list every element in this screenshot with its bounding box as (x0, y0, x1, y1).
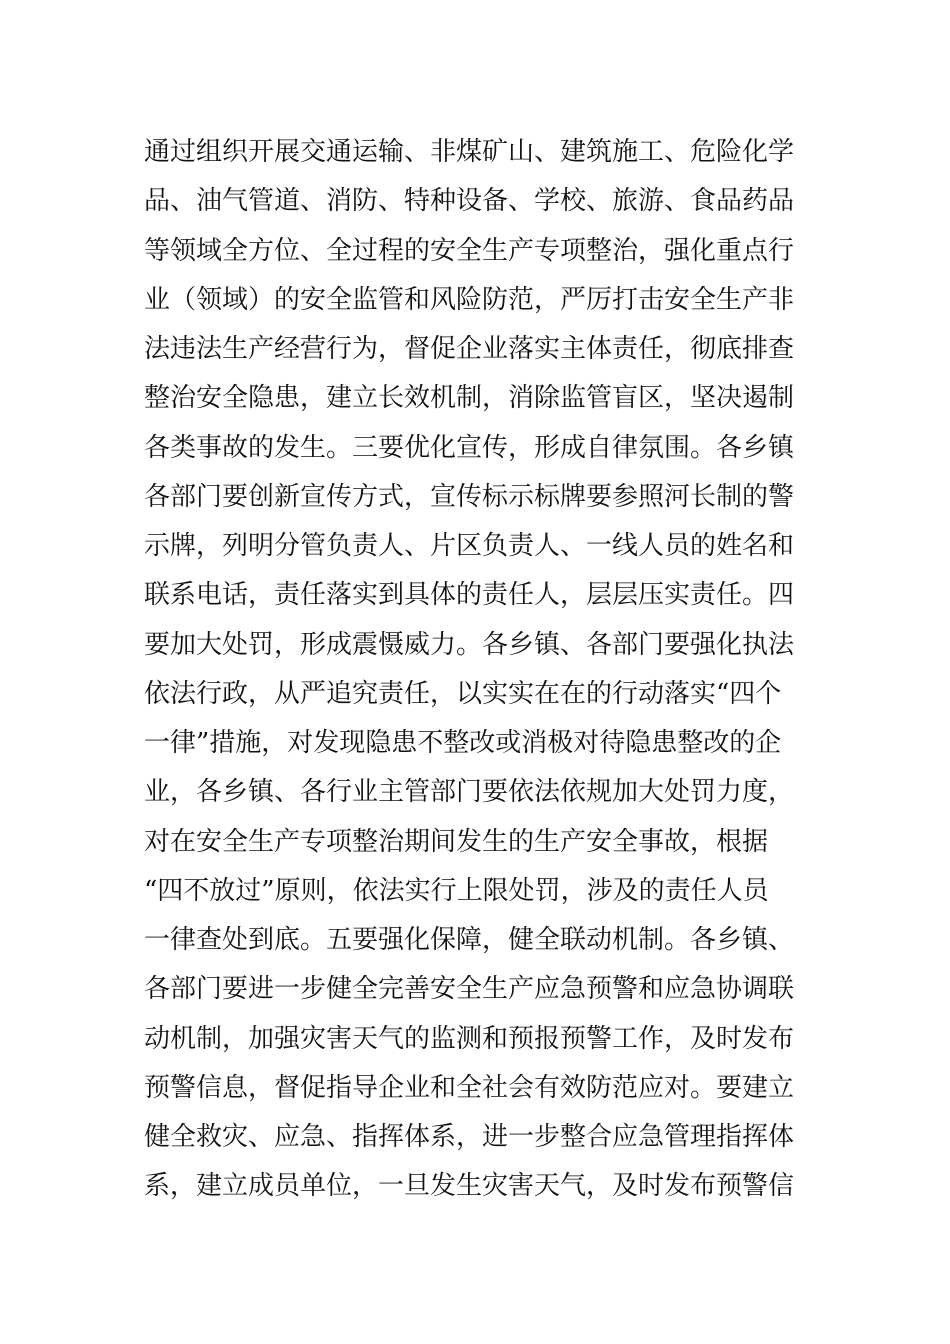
text-line: 动机制，加强灾害天气的监测和预报预警工作，及时发布 (144, 1023, 795, 1054)
text-line: 品、油气管道、消防、特种设备、学校、旅游、食品药品 (144, 186, 795, 217)
text-line: 各类事故的发生。三要优化宣传，形成自律氛围。各乡镇 (144, 432, 795, 463)
text-line: 联系电话，责任落实到具体的责任人，层层压实责任。四 (144, 580, 795, 611)
text-line: 示牌，列明分管负责人、片区负责人、一线人员的姓名和 (144, 531, 795, 561)
text-line: 法违法生产经营行为，督促企业落实主体责任，彻底排查 (144, 334, 795, 364)
text-line: 对在安全生产专项整治期间发生的生产安全事故，根据 (144, 826, 769, 857)
text-line: 业（领域）的安全监管和风险防范，严厉打击安全生产非 (144, 284, 795, 315)
text-line: 一律”措施，对发现隐患不整改或消极对待隐患整改的企 (144, 728, 782, 758)
text-line: 系，建立成员单位，一旦发生灾害天气，及时发布预警信 (144, 1171, 795, 1202)
text-line: 业，各乡镇、各行业主管部门要依法依规加大处罚力度， (144, 777, 795, 808)
text-line: 依法行政，从严追究责任，以实实在在的行动落实“四个 (144, 678, 782, 709)
text-line: “四不放过”原则，依法实行上限处罚，涉及的责任人员 (144, 875, 769, 906)
body-paragraph (144, 128, 814, 1212)
text-line: 各部门要创新宣传方式，宣传标示标牌要参照河长制的警 (144, 481, 795, 512)
text-line: 通过组织开展交通运输、非煤矿山、建筑施工、危险化学 (144, 137, 795, 167)
text-line: 预警信息，督促指导企业和全社会有效防范应对。要建立 (144, 1072, 795, 1103)
text-line: 要加大处罚，形成震慑威力。各乡镇、各部门要强化执法 (144, 629, 795, 660)
text-line: 健全救灾、应急、指挥体系，进一步整合应急管理指挥体 (144, 1122, 795, 1152)
text-line: 等领域全方位、全过程的安全生产专项整治，强化重点行 (144, 235, 795, 266)
text-line: 一律查处到底。五要强化保障，健全联动机制。各乡镇、 (144, 925, 795, 955)
text-line: 各部门要进一步健全完善安全生产应急预警和应急协调联 (144, 974, 795, 1005)
text-line: 整治安全隐患，建立长效机制，消除监管盲区，坚决遏制 (144, 383, 795, 414)
